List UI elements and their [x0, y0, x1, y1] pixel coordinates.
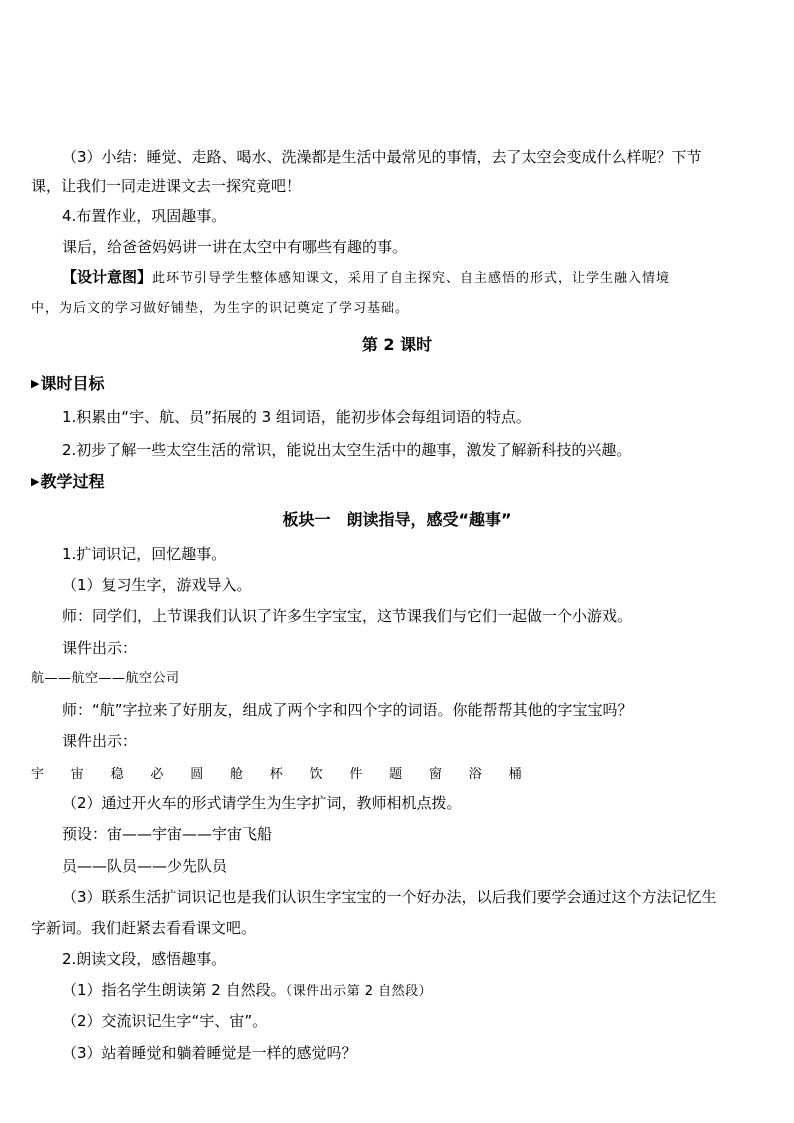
section-heading-process: [31, 471, 794, 493]
courseware-label-1: 课件出示：: [62, 639, 138, 657]
step-2-sub-1-main: （1）指名学生朗读第 2 自然段。: [62, 981, 286, 999]
homework-text: 课后，给爸爸妈妈讲一讲在太空中有哪些有趣的事。: [62, 238, 408, 256]
teacher-line-2: 师：“航”字拉来了好朋友，组成了两个字和四个字的词语。你能帮帮其他的字宝宝吗？: [62, 701, 633, 719]
character-item: 窗: [428, 767, 442, 782]
step-2-heading: 2.朗读文段，感悟趣事。: [62, 950, 227, 968]
character-item: 饮: [309, 767, 323, 782]
character-item: 宙: [70, 767, 84, 782]
homework-heading: 4.布置作业，巩固趣事。: [62, 207, 227, 225]
triangle-marker-icon: ▶: [31, 377, 40, 390]
section-heading-process-text: 教学过程: [40, 472, 105, 491]
word-chain-hang: 航——航空——航空公司: [31, 671, 180, 686]
preset-line-1: 预设：宙——宇宙——宇宙飞船: [62, 825, 273, 843]
summary-line-1: （3）小结：睡觉、走路、喝水、洗澡都是生活中最常见的事情，去了太空会变成什么样呢？下节: [62, 148, 702, 166]
character-item: 浴: [468, 767, 482, 782]
character-item: 件: [349, 767, 363, 782]
character-item: 宇: [31, 767, 45, 782]
section-heading-goals-text: 课时目标: [40, 374, 105, 393]
step-2-sub-3: （3）站着睡觉和躺着睡觉是一样的感觉吗？: [62, 1044, 357, 1062]
character-item: 舱: [229, 767, 243, 782]
character-item: 桶: [508, 767, 522, 782]
lesson-title: 第 2 课时: [361, 335, 433, 354]
design-intent-tag: 【设计意图】: [62, 268, 153, 286]
character-item: 稳: [110, 767, 124, 782]
character-item: 题: [389, 767, 403, 782]
step-1-sub-3-line-1: （3）联系生活扩词识记也是我们认识生字宝宝的一个好办法，以后我们要学会通过这个方法记忆生: [62, 888, 717, 906]
character-item: 圆: [190, 767, 204, 782]
courseware-label-2: 课件出示：: [62, 732, 138, 750]
design-intent-line-1: [62, 266, 794, 290]
goal-1: 1.积累由“宇、航、员”拓展的 3 组词语，能初步体会每组词语的特点。: [62, 408, 531, 426]
step-1-sub-3-line-2: 字新词。我们赶紧去看看课文吧。: [31, 919, 257, 937]
step-2-sub-2: （2）交流识记生字“宇、宙”。: [62, 1012, 268, 1030]
character-item: 必: [150, 767, 164, 782]
preset-line-2: 员——队员——少先队员: [62, 857, 228, 875]
character-list: [31, 762, 794, 786]
character-item: 杯: [269, 767, 283, 782]
step-2-sub-1: [62, 979, 794, 1003]
block-title: 板块一 朗读指导，感受“趣事”: [282, 510, 512, 529]
step-1-sub-1: （1）复习生字，游戏导入。: [62, 576, 252, 594]
teacher-line-1: 师：同学们，上节课我们认识了许多生字宝宝，这节课我们与它们一起做一个小游戏。: [62, 607, 633, 625]
design-intent-body: 此环节引导学生整体感知课文，采用了自主探究、自主感悟的形式，让学生融入情境: [152, 271, 671, 286]
summary-line-2: 课，让我们一同走进课文去一探究竟吧！: [31, 177, 302, 195]
step-1-heading: 1.扩词识记，回忆趣事。: [62, 545, 227, 563]
step-1-sub-2: （2）通过开火车的形式请学生为生字扩词，教师相机点拨。: [62, 794, 462, 812]
section-heading-goals: [31, 373, 794, 395]
triangle-marker-icon: ▶: [31, 475, 40, 488]
courseware-note: （课件出示第 2 自然段）: [285, 984, 433, 999]
design-intent-line-2: 中，为后文的学习做好铺垫，为生字的识记奠定了学习基础。: [31, 301, 410, 316]
goal-2: 2.初步了解一些太空生活的常识，能说出太空生活中的趣事，激发了解新科技的兴趣。: [62, 441, 632, 459]
